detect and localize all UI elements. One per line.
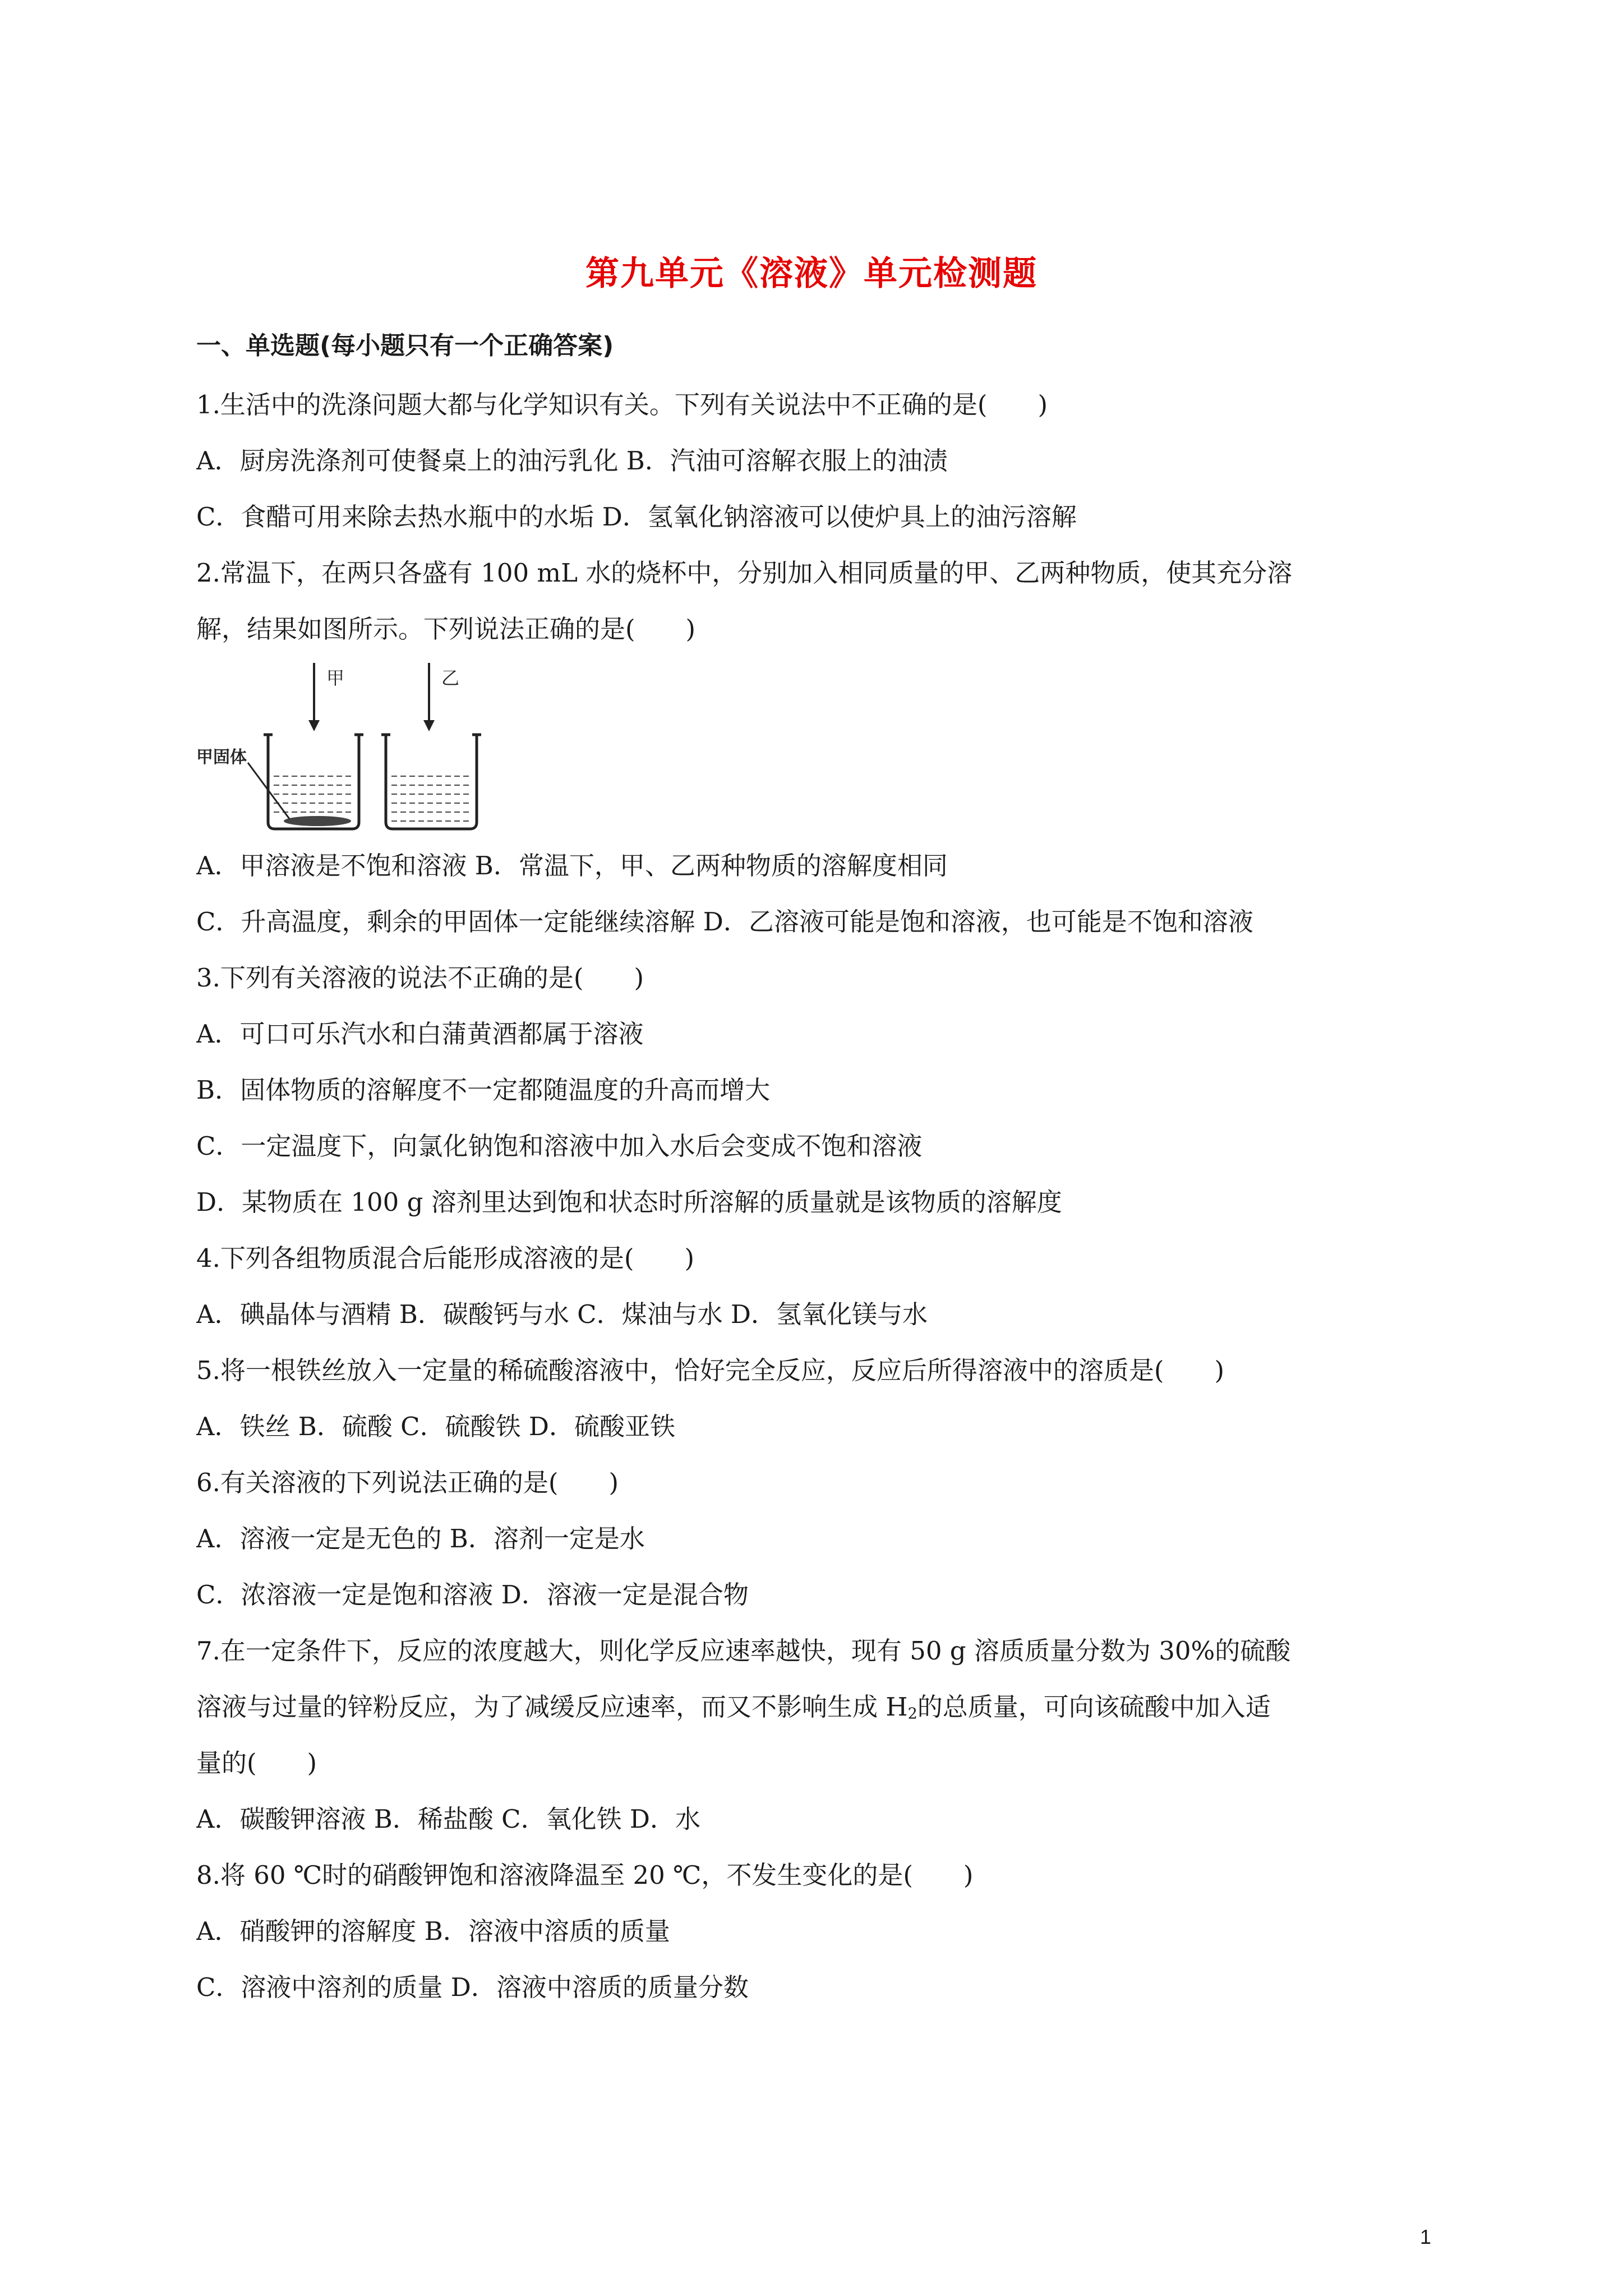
question-1-options-ab: A．厨房洗涤剂可使餐桌上的油污乳化 B．汽油可溶解衣服上的油渍 bbox=[196, 446, 948, 476]
question-7-stem-line-2-tail: 的总质量，可向该硫酸中加入适 bbox=[917, 1692, 1271, 1722]
question-7 bbox=[196, 1623, 1436, 1847]
question-6-options-ab: A．溶液一定是无色的 B．溶剂一定是水 bbox=[196, 1524, 645, 1553]
question-5-stem: 5.将一根铁丝放入一定量的稀硫酸溶液中，恰好完全反应，反应后所得溶液中的溶质是( ) bbox=[196, 1356, 1225, 1385]
question-6 bbox=[196, 1455, 1436, 1623]
question-7-stem-line-3: 量的( ) bbox=[196, 1748, 317, 1778]
arrow-jia-head bbox=[308, 720, 320, 731]
beaker-jia bbox=[264, 735, 363, 829]
beaker-figure bbox=[196, 657, 1436, 838]
beaker-diagram bbox=[196, 657, 589, 838]
question-3-option-c: C．一定温度下，向氯化钠饱和溶液中加入水后会变成不饱和溶液 bbox=[196, 1131, 923, 1161]
question-3 bbox=[196, 950, 1436, 1230]
question-1-options-cd: C．食醋可用来除去热水瓶中的水垢 D．氢氧化钠溶液可以使炉具上的油污溶解 bbox=[196, 502, 1077, 532]
question-3-stem: 3.下列有关溶液的说法不正确的是( ) bbox=[196, 963, 644, 993]
question-5 bbox=[196, 1343, 1436, 1455]
question-6-options-cd: C．浓溶液一定是饱和溶液 D．溶液一定是混合物 bbox=[196, 1580, 749, 1610]
question-1-stem: 1.生活中的洗涤问题大都与化学知识有关。下列有关说法中不正确的是( ) bbox=[196, 390, 1048, 419]
page-title: 第九单元《溶液》单元检测题 bbox=[585, 254, 1038, 293]
section-heading: 一、单选题(每小题只有一个正确答案) bbox=[196, 331, 614, 360]
question-3-option-d: D．某物质在 100 g 溶剂里达到饱和状态时所溶解的质量就是该物质的溶解度 bbox=[196, 1187, 1062, 1217]
question-2-options-ab: A．甲溶液是不饱和溶液 B．常温下，甲、乙两种物质的溶解度相同 bbox=[196, 851, 948, 880]
beaker-yi bbox=[381, 735, 481, 829]
question-3-option-a: A．可口可乐汽水和白蒲黄酒都属于溶液 bbox=[196, 1019, 644, 1049]
question-8-stem: 8.将 60 ℃时的硝酸钾饱和溶液降温至 20 ℃，不发生变化的是( ) bbox=[196, 1860, 974, 1890]
question-7-stem-line-1: 7.在一定条件下，反应的浓度越大，则化学反应速率越快，现有 50 g 溶质质量分数为 30%的硫酸 bbox=[196, 1636, 1291, 1666]
question-5-options: A．铁丝 B．硫酸 C．硫酸铁 D．硫酸亚铁 bbox=[196, 1412, 675, 1441]
label-jia: 甲 bbox=[326, 667, 345, 689]
question-2 bbox=[196, 545, 1436, 950]
arrow-yi-head bbox=[423, 720, 435, 731]
question-list bbox=[196, 377, 1436, 2016]
question-4-stem: 4.下列各组物质混合后能形成溶液的是( ) bbox=[196, 1243, 695, 1273]
question-3-option-b: B．固体物质的溶解度不一定都随温度的升高而增大 bbox=[196, 1075, 771, 1105]
question-8-options-cd: C．溶液中溶剂的质量 D．溶液中溶质的质量分数 bbox=[196, 1972, 749, 2002]
label-solid: 甲固体 bbox=[196, 748, 247, 767]
question-8 bbox=[196, 1847, 1436, 2016]
h2-subscript: 2 bbox=[907, 1705, 917, 1723]
question-7-options: A．碳酸钾溶液 B．稀盐酸 C．氧化铁 D．水 bbox=[196, 1804, 700, 1834]
question-4 bbox=[196, 1230, 1436, 1343]
question-1 bbox=[196, 377, 1436, 545]
page-number: 1 bbox=[1419, 2225, 1431, 2248]
solid-jia-sediment bbox=[284, 816, 351, 826]
question-6-stem: 6.有关溶液的下列说法正确的是( ) bbox=[196, 1468, 619, 1497]
question-4-options: A．碘晶体与酒精 B．碳酸钙与水 C．煤油与水 D．氢氧化镁与水 bbox=[196, 1299, 928, 1329]
question-7-stem-line-2 bbox=[196, 1679, 1436, 1735]
question-7-stem-line-2-head: 溶液与过量的锌粉反应，为了减缓反应速率，而又不影响生成 H bbox=[196, 1692, 908, 1722]
question-2-stem-line-1: 2.常温下，在两只各盛有 100 mL 水的烧杯中，分别加入相同质量的甲、乙两种物质，使其充分溶 bbox=[196, 558, 1293, 588]
question-8-options-ab: A．硝酸钾的溶解度 B．溶液中溶质的质量 bbox=[196, 1916, 670, 1946]
question-2-stem-line-2: 解，结果如图所示。下列说法正确的是( ) bbox=[196, 614, 696, 644]
label-yi: 乙 bbox=[441, 667, 460, 689]
question-2-options-cd: C．升高温度，剩余的甲固体一定能继续溶解 D．乙溶液可能是饱和溶液，也可能是不饱和溶液 bbox=[196, 907, 1253, 937]
